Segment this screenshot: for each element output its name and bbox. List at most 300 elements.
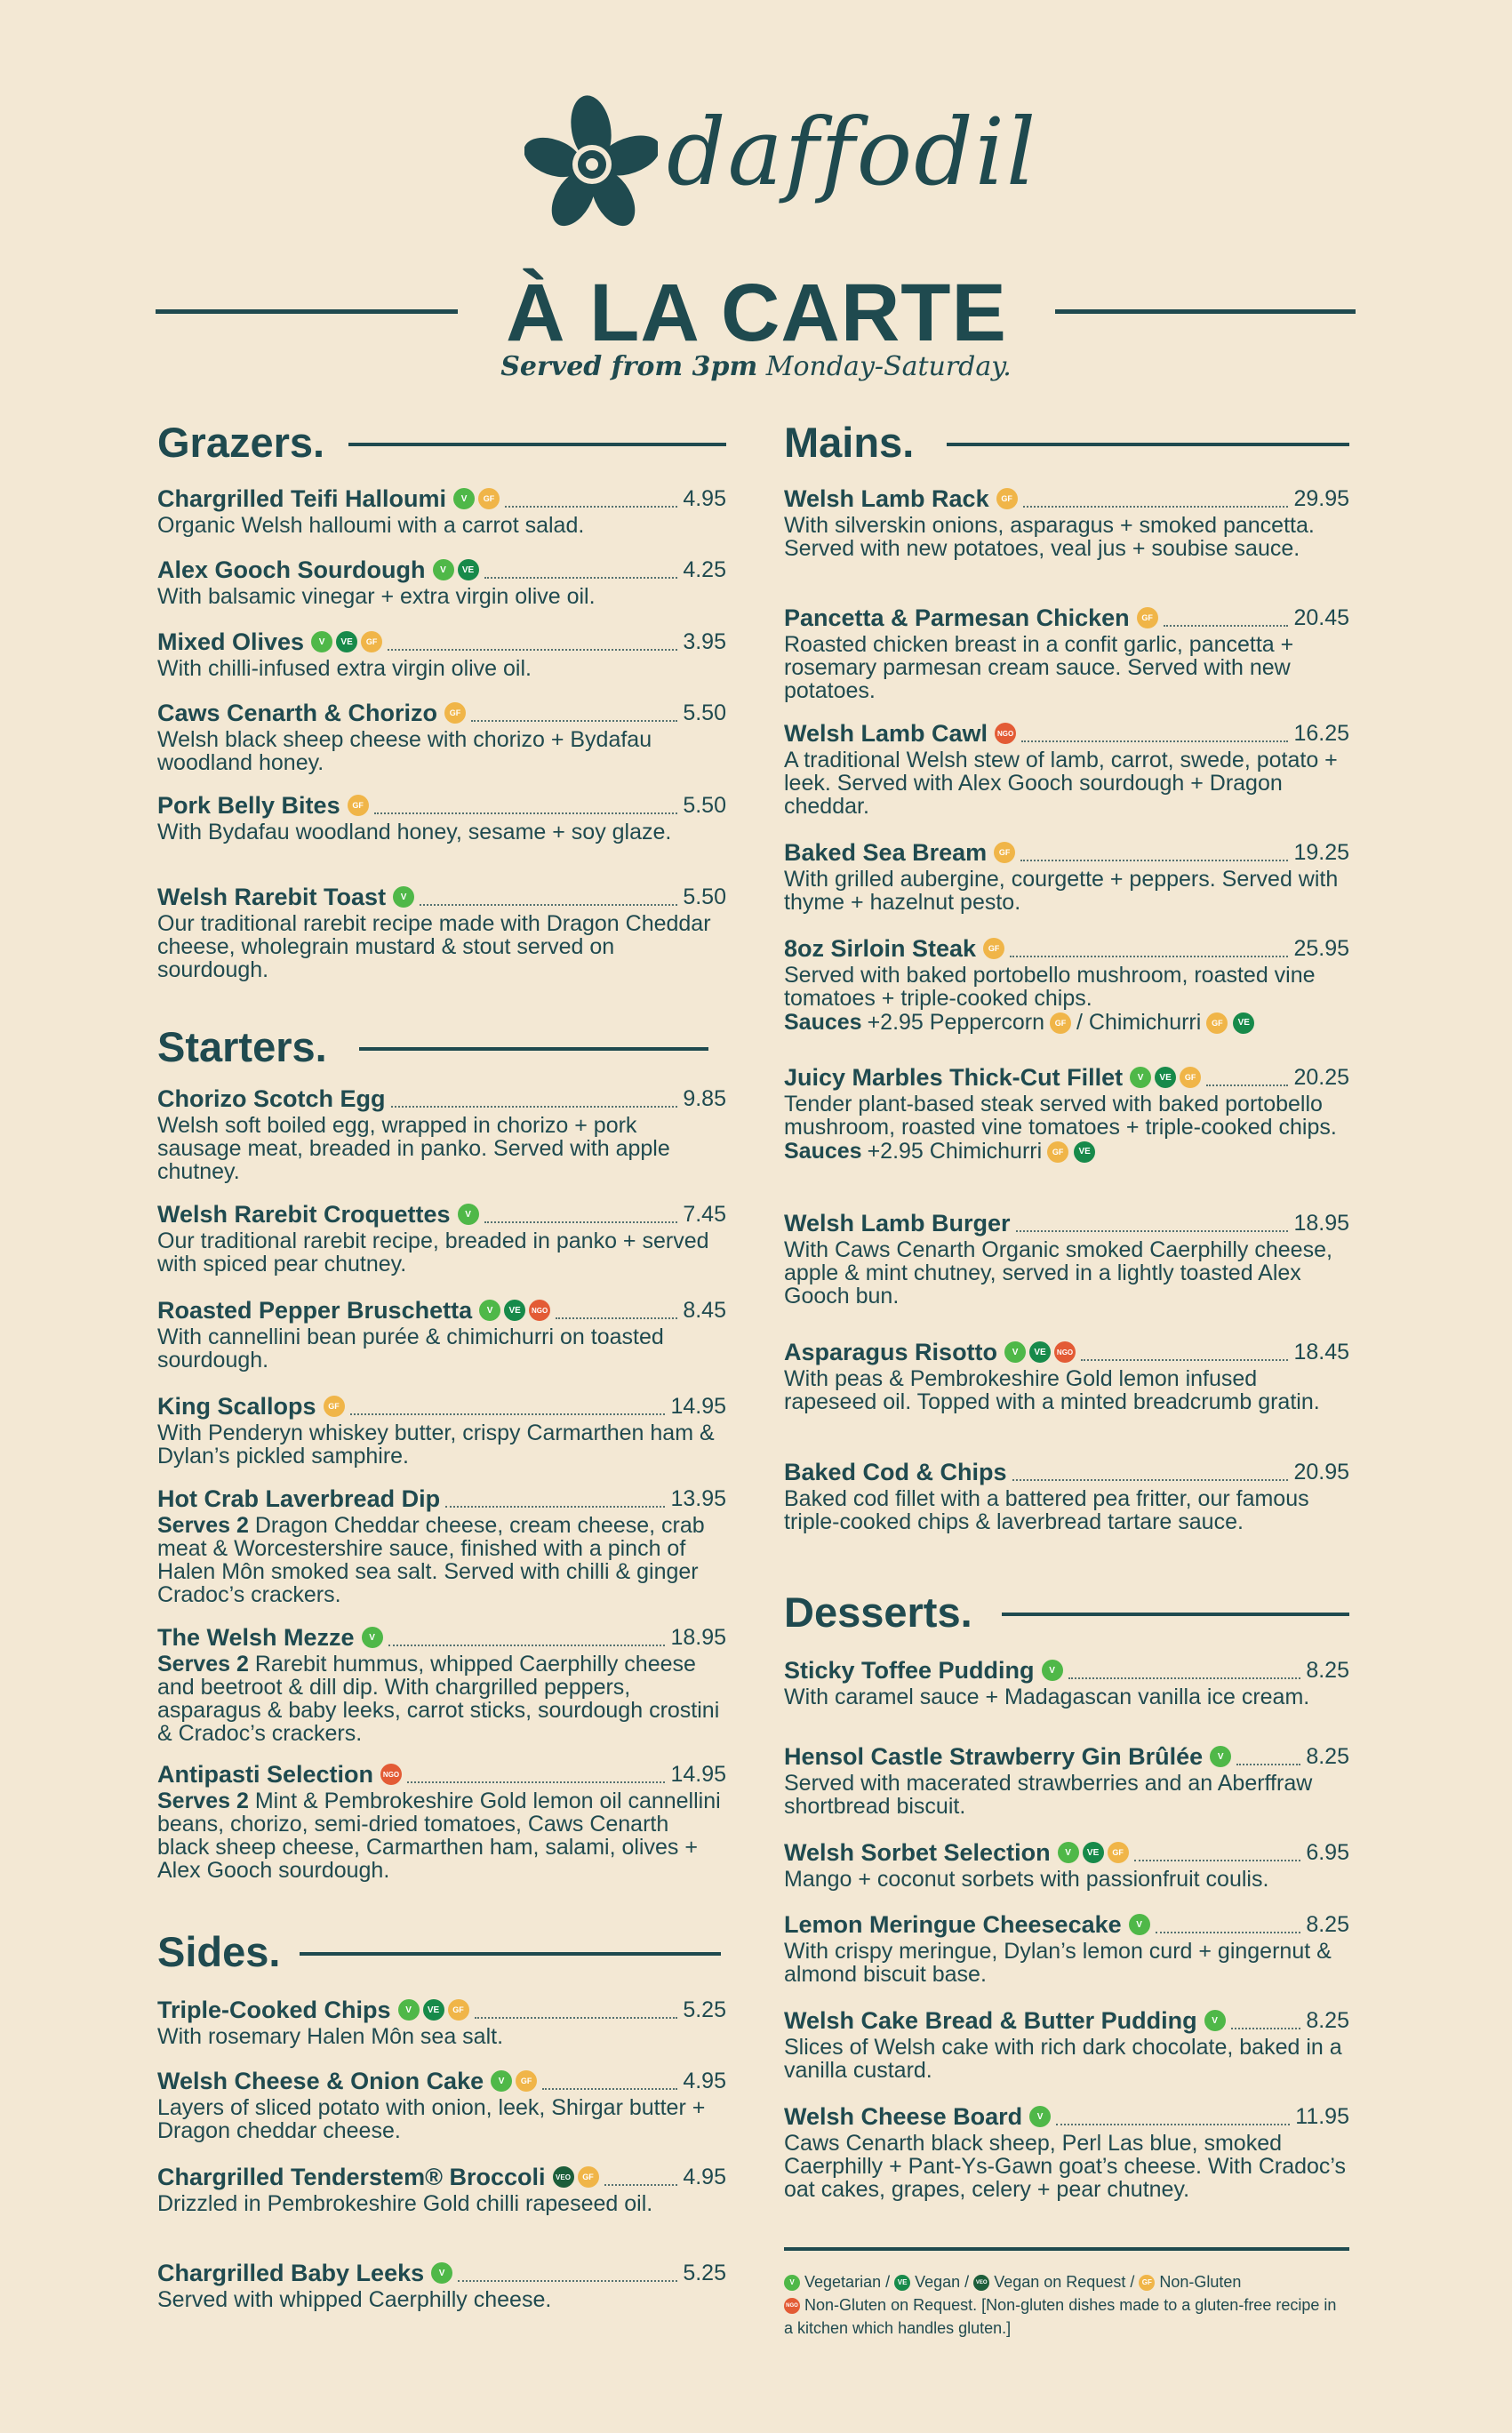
- legend-text: [784, 2270, 1349, 2340]
- item-header: [157, 791, 726, 820]
- section-grazers: [157, 418, 726, 471]
- vegan-icon: VE: [1155, 1067, 1176, 1088]
- item-header: [157, 484, 726, 513]
- item-header: [784, 2102, 1349, 2131]
- leader-dots: [391, 1090, 678, 1108]
- leader-dots: [407, 1765, 665, 1783]
- non-gluten-icon: GF: [448, 1999, 469, 2021]
- dietary-badges: [311, 631, 382, 652]
- dietary-badges: [1042, 1660, 1063, 1681]
- vegetarian-icon: V: [1042, 1660, 1063, 1681]
- vegetarian-icon: V: [1204, 2010, 1226, 2031]
- non-gluten-icon: GF: [324, 1396, 345, 1417]
- menu-item: [784, 934, 1349, 1036]
- dietary-badges: [1058, 1842, 1129, 1863]
- vegetarian-icon: V: [1058, 1842, 1079, 1863]
- sauces-line: [784, 1010, 1349, 1036]
- section-divider: [359, 1047, 708, 1051]
- vegetarian-icon: V: [393, 886, 414, 908]
- leader-dots: [1056, 2108, 1290, 2125]
- item-header: [157, 1623, 726, 1652]
- item-price: 14.95: [670, 1761, 726, 1787]
- vegan-icon: VE: [1074, 1141, 1095, 1163]
- item-header: [157, 1296, 726, 1325]
- vegetarian-icon: V: [458, 1204, 479, 1225]
- item-description: Drizzled in Pembrokeshire Gold chilli rapeseed oil.: [157, 2191, 653, 2216]
- section-title: Mains.: [784, 419, 915, 466]
- item-price: 8.25: [1306, 1911, 1349, 1937]
- item-header: [157, 2067, 726, 2095]
- leader-dots: [471, 704, 677, 722]
- menu-item: [784, 1910, 1349, 1986]
- item-description: Served with macerated strawberries and an Aberffraw shortbread biscuit.: [784, 1771, 1313, 1819]
- item-description: Organic Welsh halloumi with a carrot salad.: [157, 513, 585, 538]
- menu-item: [157, 2067, 726, 2142]
- item-name: Roasted Pepper Bruschetta: [157, 1296, 473, 1324]
- leader-dots: [1164, 609, 1289, 627]
- item-name: 8oz Sirloin Steak: [784, 934, 977, 962]
- non-gluten-on-request-icon: NGO: [380, 1764, 402, 1785]
- item-name: Alex Gooch Sourdough: [157, 556, 426, 583]
- menu-item: [157, 628, 726, 680]
- menu-item: [157, 2163, 726, 2215]
- dietary-badges: [348, 795, 369, 816]
- menu-item: [784, 719, 1349, 818]
- item-description-text: Dragon Cheddar cheese, cream cheese, crab meat & Worcestershire sauce, finished with a pinch of Halen Môn smoked sea salt. Served with chilli & ginger Cradoc’s crackers.: [157, 1513, 705, 1607]
- menu-item: [784, 1209, 1349, 1308]
- item-header: [157, 1996, 726, 2024]
- menu-item: [157, 1760, 726, 1882]
- page-title: À LA CARTE: [506, 268, 1007, 358]
- menu-item: [157, 791, 726, 844]
- leader-dots: [1236, 1748, 1300, 1765]
- item-name: Juicy Marbles Thick-Cut Fillet: [784, 1063, 1124, 1091]
- menu-item: [157, 1485, 726, 1606]
- item-description: [157, 1789, 726, 1882]
- item-header: [784, 1838, 1349, 1867]
- item-name: King Scallops: [157, 1392, 316, 1420]
- item-description: Slices of Welsh cake with rich dark chocolate, baked in a vanilla custard.: [784, 2035, 1342, 2083]
- item-description: With Penderyn whiskey butter, crispy Carmarthen ham & Dylan’s pickled samphire.: [157, 1421, 715, 1469]
- dietary-legend: [784, 2247, 1349, 2340]
- item-header: [784, 1910, 1349, 1939]
- section-header: [157, 1022, 726, 1076]
- item-header: [157, 1392, 726, 1421]
- item-price: 7.45: [683, 1201, 726, 1227]
- item-price: 13.95: [670, 1485, 726, 1511]
- section-divider: [1002, 1613, 1349, 1616]
- item-description: With Bydafau woodland honey, sesame + soy glaze.: [157, 820, 672, 844]
- item-price: 16.25: [1293, 720, 1349, 746]
- dietary-badges: [431, 2262, 452, 2284]
- item-header: [784, 484, 1349, 513]
- serves-label: Serves 2: [157, 1652, 249, 1677]
- item-price: 8.25: [1306, 1743, 1349, 1769]
- non-gluten-icon: GF: [1047, 1141, 1068, 1163]
- menu-item: [784, 1458, 1349, 1533]
- menu-item: [157, 1084, 726, 1183]
- item-description: With Caws Cenarth Organic smoked Caerphilly cheese, apple & mint chutney, served in a lightly toasted Alex Gooch bun.: [784, 1237, 1332, 1309]
- section-header: [157, 1927, 726, 1981]
- item-description-text: Mint & Pembrokeshire Gold lemon oil cannellini beans, chorizo, semi-dried tomatoes, Caws Cenarth black sheep cheese, Carmarthen ham, salami, olives + Alex Gooch sourdough.: [157, 1789, 721, 1883]
- dietary-badges: [393, 886, 414, 908]
- item-name: Sticky Toffee Pudding: [784, 1656, 1035, 1684]
- left-column: [157, 0, 726, 2433]
- item-price: 11.95: [1295, 2103, 1349, 2129]
- item-description: Our traditional rarebit recipe, breaded in panko + served with spiced pear chutney.: [157, 1229, 709, 1277]
- leader-dots: [420, 888, 677, 906]
- item-price: 8.25: [1306, 2007, 1349, 2033]
- dietary-badges: [444, 702, 466, 724]
- legend-divider: [784, 2247, 1349, 2251]
- non-gluten-icon: GF: [444, 702, 466, 724]
- item-description: [157, 1514, 726, 1606]
- item-header: [784, 2006, 1349, 2035]
- vegetarian-icon: V: [784, 2275, 800, 2291]
- menu-item: [784, 1742, 1349, 1818]
- item-price: 14.95: [670, 1393, 726, 1419]
- item-description: With grilled aubergine, courgette + peppers. Served with thyme + hazelnut pesto.: [784, 867, 1339, 915]
- vegetarian-icon: V: [491, 2070, 512, 2092]
- item-price: 18.95: [670, 1624, 726, 1650]
- vegetarian-icon: V: [433, 559, 454, 580]
- item-price: 5.50: [683, 700, 726, 725]
- item-name: Chargrilled Teifi Halloumi: [157, 484, 447, 512]
- item-name: Baked Sea Bream: [784, 838, 988, 866]
- item-description: Welsh black sheep cheese with chorizo + Bydafau woodland honey.: [157, 727, 652, 775]
- leader-dots: [604, 2168, 678, 2186]
- item-header: [784, 838, 1349, 867]
- leader-dots: [350, 1397, 666, 1415]
- item-description: With peas & Pembrokeshire Gold lemon infused rapeseed oil. Topped with a minted breadcrumb gratin.: [784, 1366, 1320, 1414]
- non-gluten-icon: GF: [348, 795, 369, 816]
- leader-dots: [458, 2264, 677, 2282]
- item-header: [784, 1656, 1349, 1685]
- item-name: Hensol Castle Strawberry Gin Brûlée: [784, 1742, 1204, 1770]
- item-name: Welsh Rarebit Toast: [157, 883, 387, 910]
- leader-dots: [1231, 2012, 1301, 2029]
- dietary-badges: [324, 1396, 345, 1417]
- item-header: [784, 1209, 1349, 1237]
- item-header: [784, 1742, 1349, 1771]
- section-divider: [348, 443, 726, 446]
- item-name: Chargrilled Tenderstem® Broccoli: [157, 2163, 546, 2190]
- item-description: Served with whipped Caerphilly cheese.: [157, 2287, 552, 2312]
- leader-dots: [374, 796, 678, 814]
- vegetarian-icon: V: [1029, 2106, 1051, 2127]
- item-price: 4.95: [683, 2068, 726, 2093]
- item-price: 4.95: [683, 2164, 726, 2189]
- vegetarian-icon: V: [1004, 1341, 1026, 1363]
- dietary-badges: [458, 1204, 479, 1225]
- dietary-badges: [995, 723, 1016, 744]
- item-header: [157, 1760, 726, 1789]
- item-price: 5.25: [683, 1997, 726, 2022]
- menu-item: [784, 1656, 1349, 1709]
- item-name: Welsh Cheese & Onion Cake: [157, 2067, 484, 2094]
- sauces-text: +2.95 Chimichurri: [867, 1139, 1043, 1164]
- item-description: Served with baked portobello mushroom, roasted vine tomatoes + triple-cooked chips.: [784, 963, 1316, 1011]
- item-name: Welsh Rarebit Croquettes: [157, 1200, 451, 1228]
- leader-dots: [475, 2001, 678, 2019]
- leader-dots: [1021, 724, 1288, 742]
- sauces-line: [784, 1139, 1349, 1164]
- item-name: Chorizo Scotch Egg: [157, 1084, 386, 1112]
- vegan-icon: VE: [504, 1300, 525, 1321]
- item-price: 25.95: [1293, 935, 1349, 961]
- item-name: Welsh Sorbet Selection: [784, 1838, 1051, 1866]
- leader-dots: [388, 633, 677, 651]
- dietary-badges: [1204, 2010, 1226, 2031]
- item-price: 18.45: [1293, 1339, 1349, 1365]
- right-column: [784, 0, 1349, 2433]
- vegetarian-icon: V: [1129, 1914, 1150, 1935]
- vegan-on-request-icon: VEO: [553, 2166, 574, 2188]
- sauces-label: Sauces: [784, 1010, 862, 1035]
- menu-item: [157, 556, 726, 608]
- item-name: Welsh Lamb Rack: [784, 484, 989, 512]
- menu-item: [784, 838, 1349, 914]
- leader-dots: [1016, 1214, 1289, 1232]
- non-gluten-on-request-icon: NGO: [995, 723, 1016, 744]
- item-price: 20.95: [1293, 1459, 1349, 1485]
- legend-non-gluten: Non-Gluten: [1159, 2273, 1242, 2291]
- leader-dots: [1023, 490, 1289, 508]
- item-description: [157, 1653, 726, 1745]
- leader-dots: [556, 1301, 677, 1319]
- non-gluten-icon: GF: [1050, 1012, 1071, 1034]
- item-price: 8.25: [1306, 1657, 1349, 1683]
- item-price: 3.95: [683, 628, 726, 654]
- leader-dots: [484, 561, 678, 579]
- section-title: Desserts.: [784, 1589, 972, 1636]
- vegetarian-icon: V: [1210, 1746, 1231, 1767]
- item-name: Chargrilled Baby Leeks: [157, 2259, 425, 2286]
- item-header: [157, 1200, 726, 1229]
- item-header: [157, 883, 726, 911]
- dietary-badges: [362, 1627, 383, 1648]
- item-price: 4.25: [683, 556, 726, 582]
- dietary-badges: [1004, 1341, 1076, 1363]
- item-name: Mixed Olives: [157, 628, 305, 655]
- leader-dots: [1206, 1068, 1288, 1086]
- dietary-badges: [1137, 607, 1158, 628]
- menu-item: [157, 699, 726, 774]
- item-description: With cannellini bean purée & chimichurri on toasted sourdough.: [157, 1325, 664, 1373]
- serves-label: Serves 2: [157, 1789, 249, 1813]
- item-description: With caramel sauce + Madagascan vanilla ice cream.: [784, 1685, 1310, 1709]
- leader-dots: [542, 2072, 677, 2090]
- leader-dots: [505, 490, 677, 508]
- dietary-badges: [983, 938, 1004, 959]
- non-gluten-icon: GF: [996, 488, 1018, 509]
- dietary-badges: [398, 1999, 469, 2021]
- leader-dots: [1156, 1916, 1301, 1933]
- item-description: Mango + coconut sorbets with passionfruit coulis.: [784, 1867, 1269, 1892]
- item-header: [157, 699, 726, 727]
- item-price: 29.95: [1293, 485, 1349, 511]
- dietary-badges: [996, 488, 1018, 509]
- item-header: [157, 2163, 726, 2191]
- non-gluten-icon: GF: [983, 938, 1004, 959]
- item-description: Caws Cenarth black sheep, Perl Las blue, smoked Caerphilly + Pant-Ys-Gawn goat’s cheese. With Cradoc’s oat cakes, grapes, celery + pear chutney.: [784, 2131, 1347, 2202]
- item-header: [157, 1084, 726, 1113]
- item-name: Antipasti Selection: [157, 1760, 374, 1788]
- dietary-badges: [479, 1300, 550, 1321]
- vegan-icon: VE: [1029, 1341, 1051, 1363]
- section-mains: [784, 418, 1349, 471]
- item-name: Asparagus Risotto: [784, 1338, 998, 1365]
- vegetarian-icon: V: [1130, 1067, 1151, 1088]
- section-title: Starters.: [157, 1023, 327, 1070]
- dietary-badges: [1029, 2106, 1051, 2127]
- vegan-icon: VE: [423, 1999, 444, 2021]
- vegetarian-icon: V: [398, 1999, 420, 2021]
- leader-dots: [1010, 940, 1288, 957]
- item-description: Roasted chicken breast in a confit garlic, pancetta + rosemary parmesan cream sauce. Served with new potatoes.: [784, 632, 1294, 703]
- section-divider: [947, 443, 1349, 446]
- menu-item: [157, 2259, 726, 2311]
- vegetarian-icon: V: [431, 2262, 452, 2284]
- leader-dots: [1081, 1343, 1288, 1361]
- item-header: [157, 556, 726, 584]
- vegan-icon: VE: [894, 2275, 910, 2291]
- item-price: 4.95: [683, 485, 726, 511]
- leader-dots: [1134, 1844, 1301, 1861]
- section-starters: [157, 1022, 726, 1076]
- menu-item: [784, 604, 1349, 702]
- non-gluten-on-request-icon: NGO: [1054, 1341, 1076, 1363]
- menu-item: [157, 484, 726, 537]
- item-description: Our traditional rarebit recipe made with Dragon Cheddar cheese, wholegrain mustard & stout served on sourdough.: [157, 911, 711, 982]
- item-description: Layers of sliced potato with onion, leek, Shirgar butter + Dragon cheddar cheese.: [157, 2095, 706, 2143]
- non-gluten-icon: GF: [578, 2166, 599, 2188]
- menu-item: [784, 484, 1349, 560]
- item-price: 19.25: [1293, 839, 1349, 865]
- serves-label: Serves 2: [157, 1513, 249, 1538]
- non-gluten-icon: GF: [516, 2070, 537, 2092]
- legend-vegan: Vegan /: [915, 2273, 970, 2291]
- menu-item: [157, 1996, 726, 2048]
- leader-dots: [1068, 1661, 1301, 1679]
- non-gluten-on-request-icon: NGO: [529, 1300, 550, 1321]
- item-name: Welsh Lamb Burger: [784, 1209, 1011, 1237]
- non-gluten-icon: GF: [1137, 607, 1158, 628]
- item-header: [784, 719, 1349, 748]
- item-price: 5.25: [683, 2260, 726, 2285]
- item-description: With balsamic vinegar + extra virgin olive oil.: [157, 584, 596, 609]
- item-description: With crispy meringue, Dylan’s lemon curd + gingernut & almond biscuit base.: [784, 1939, 1332, 1987]
- item-price: 6.95: [1306, 1839, 1349, 1865]
- non-gluten-icon: GF: [1139, 2275, 1155, 2291]
- item-description: With rosemary Halen Môn sea salt.: [157, 2024, 504, 2049]
- item-name: Welsh Cheese Board: [784, 2102, 1023, 2130]
- sauces-label: Sauces: [784, 1139, 862, 1164]
- item-name: Pork Belly Bites: [157, 791, 340, 819]
- vegetarian-icon: V: [479, 1300, 500, 1321]
- vegetarian-icon: V: [453, 488, 475, 509]
- non-gluten-icon: GF: [478, 488, 500, 509]
- vegetarian-icon: V: [311, 631, 332, 652]
- item-header: [784, 1458, 1349, 1486]
- item-name: The Welsh Mezze: [157, 1623, 355, 1651]
- item-header: [784, 1063, 1349, 1092]
- vegetarian-icon: V: [362, 1627, 383, 1648]
- item-name: Triple-Cooked Chips: [157, 1996, 391, 2023]
- dietary-badges: [380, 1764, 402, 1785]
- legend-vegetarian: Vegetarian /: [804, 2273, 891, 2291]
- section-desserts: [784, 1588, 1349, 1641]
- leader-dots: [388, 1629, 666, 1646]
- sauces-alt: / Chimichurri: [1076, 1010, 1202, 1035]
- menu-item: [157, 1623, 726, 1745]
- menu-item: [784, 1338, 1349, 1413]
- menu-item: [784, 1838, 1349, 1891]
- legend-vegan-request: Vegan on Request /: [994, 2273, 1135, 2291]
- item-description: Baked cod fillet with a battered pea fritter, our famous triple-cooked chips & laverbread tartare sauce.: [784, 1486, 1309, 1534]
- section-sides: [157, 1927, 726, 1981]
- item-description-text: Rarebit hummus, whipped Caerphilly cheese and beetroot & dill dip. With chargrilled peppers, asparagus & baby leeks, carrot sticks, sourdough crostini & Cradoc’s crackers.: [157, 1652, 720, 1746]
- menu-item: [784, 2102, 1349, 2201]
- section-divider: [300, 1952, 721, 1956]
- item-name: Pancetta & Parmesan Chicken: [784, 604, 1130, 631]
- item-price: 8.45: [683, 1297, 726, 1323]
- leader-dots: [1020, 844, 1288, 861]
- sauces-text: +2.95 Peppercorn: [867, 1010, 1045, 1035]
- item-price: 20.45: [1293, 604, 1349, 630]
- dietary-badges: [433, 559, 479, 580]
- dietary-badges: [491, 2070, 537, 2092]
- section-header: [157, 418, 726, 471]
- item-description: A traditional Welsh stew of lamb, carrot, swede, potato + leek. Served with Alex Gooch sourdough + Dragon cheddar.: [784, 748, 1338, 819]
- item-price: 5.50: [683, 884, 726, 909]
- menu-item: [157, 1392, 726, 1468]
- vegan-icon: VE: [458, 559, 479, 580]
- menu-item: [784, 2006, 1349, 2082]
- item-description: Tender plant-based steak served with baked portobello mushroom, roasted vine tomatoes + triple-cooked chips.: [784, 1092, 1337, 1140]
- vegan-on-request-icon: VEO: [973, 2275, 989, 2291]
- item-description: With chilli-infused extra virgin olive oil.: [157, 656, 532, 681]
- menu-item: [157, 1200, 726, 1276]
- menu-item: [157, 1296, 726, 1372]
- item-header: [157, 2259, 726, 2287]
- item-header: [784, 1338, 1349, 1366]
- dietary-badges: [1129, 1914, 1150, 1935]
- section-header: [784, 418, 1349, 471]
- leader-dots: [1012, 1463, 1289, 1481]
- item-description: With silverskin onions, asparagus + smoked pancetta. Served with new potatoes, veal jus + soubise sauce.: [784, 513, 1315, 561]
- item-description: Welsh soft boiled egg, wrapped in chorizo + pork sausage meat, breaded in panko. Served with apple chutney.: [157, 1113, 670, 1184]
- vegan-icon: VE: [1083, 1842, 1104, 1863]
- logo-wordmark: daffodil: [667, 98, 1038, 206]
- item-name: Caws Cenarth & Chorizo: [157, 699, 438, 726]
- item-header: [157, 628, 726, 656]
- item-name: Welsh Cake Bread & Butter Pudding: [784, 2006, 1197, 2034]
- item-name: Baked Cod & Chips: [784, 1458, 1007, 1485]
- item-header: [157, 1485, 726, 1513]
- non-gluten-icon: GF: [361, 631, 382, 652]
- non-gluten-on-request-icon: NGO: [784, 2298, 800, 2314]
- item-header: [784, 934, 1349, 963]
- dietary-badges: [1130, 1067, 1201, 1088]
- leader-dots: [484, 1205, 678, 1223]
- section-title: Grazers.: [157, 419, 325, 466]
- non-gluten-icon: GF: [994, 842, 1015, 863]
- subtitle-days: Monday-Saturday.: [757, 351, 1012, 382]
- subtitle-time: Served from 3pm: [500, 351, 758, 382]
- item-header: [784, 604, 1349, 632]
- menu-item: [784, 1063, 1349, 1164]
